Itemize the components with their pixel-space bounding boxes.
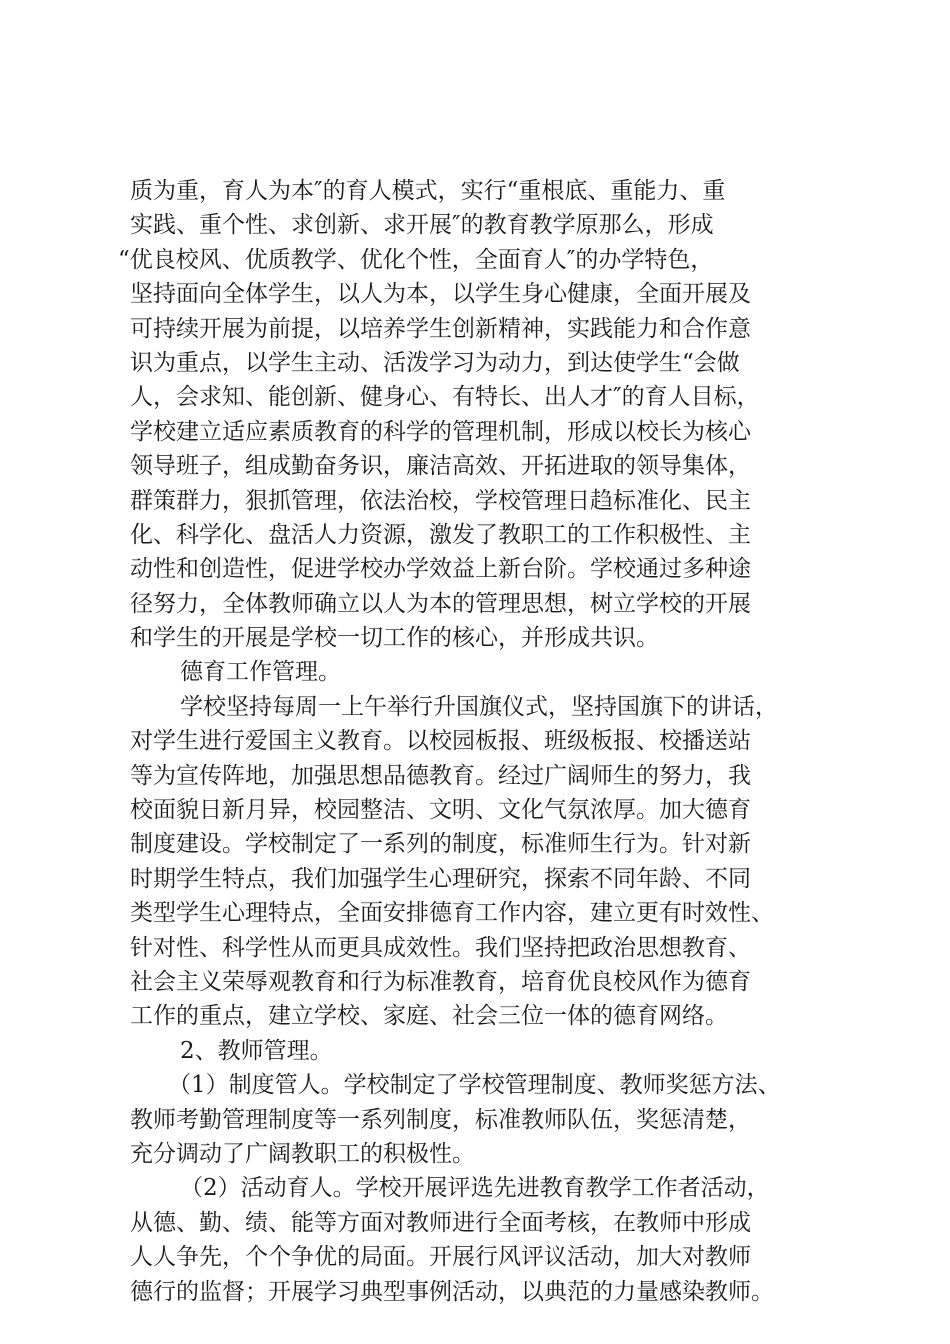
- paragraph-first-line: （2）活动育人。学校开展评选先进教育教学工作者活动，: [180, 1175, 770, 1202]
- text-line: 制度建设。学校制定了一系列的制度，标准师生行为。针对新: [130, 831, 751, 858]
- text-line: 群策群力，狠抓管理，依法治校，学校管理日趋标准化、民主: [130, 487, 751, 514]
- text-line: 人人争先，个个争优的局面。开展行风评议活动，加大对教师: [130, 1244, 751, 1271]
- text-line: 领导班子，组成勤奋务识，廉洁高效、开拓进取的领导集体，: [130, 453, 751, 480]
- document-body: [118, 174, 850, 1309]
- text-line: 教师考勤管理制度等一系列制度，标准教师队伍，奖惩清楚，: [130, 1106, 751, 1133]
- text-line: 社会主义荣辱观教育和行为标准教育，培育优良校风作为德育: [130, 968, 751, 995]
- text-line: 识为重点，以学生主动、活泼学习为动力，到达使学生“会做: [130, 349, 740, 376]
- text-line: 化、科学化、盘活人力资源，激发了教职工的工作积极性、主: [130, 521, 751, 548]
- text-line: 时期学生特点，我们加强学生心理研究，探索不同年龄、不同: [130, 865, 751, 892]
- text-line: 从德、勤、绩、能等方面对教师进行全面考核，在教师中形成: [130, 1209, 751, 1236]
- text-line: 可持续开展为前提，以培养学生创新精神，实践能力和合作意: [130, 315, 751, 342]
- text-line: 充分调动了广阔教职工的积极性。: [130, 1140, 475, 1167]
- text-line: 学校建立适应素质教育的科学的管理机制，形成以校长为核心: [130, 418, 751, 445]
- text-line: 对学生进行爱国主义教育。以校园板报、班级板报、校播送站: [130, 728, 751, 755]
- text-line: “优良校风、优质教学、优化个性，全面育人″的办学特色，: [118, 246, 714, 273]
- paragraph-first-line: 学校坚持每周一上午举行升国旗仪式，坚持国旗下的讲话，: [180, 693, 778, 720]
- text-line: 动性和创造性，促进学校办学效益上新台阶。学校通过多种途: [130, 556, 751, 583]
- text-line: 人，会求知、能创新、健身心、有特长、出人才″的育人目标，: [130, 384, 760, 411]
- text-line: 质为重，育人为本″的育人模式，实行“重根底、重能力、重: [130, 178, 726, 204]
- text-line: 针对性、科学性从而更具成效性。我们坚持把政治思想教育、: [130, 934, 751, 961]
- text-line: 等为宣传阵地，加强思想品德教育。经过广阔师生的努力，我: [130, 762, 751, 789]
- text-line: 坚持面向全体学生，以人为本，以学生身心健康，全面开展及: [130, 281, 751, 308]
- section-heading: 2、教师管理。: [180, 1037, 333, 1064]
- section-heading: 德育工作管理。: [180, 659, 341, 686]
- text-line: 径努力，全体教师确立以人为本的管理思想，树立学校的开展: [130, 590, 751, 617]
- text-line: 和学生的开展是学校一切工作的核心，并形成共识。: [130, 625, 659, 652]
- text-line: 实践、重个性、求创新、求开展″的教育教学原那么，形成: [130, 212, 714, 239]
- paragraph-first-line: （1）制度管人。学校制定了学校管理制度、教师奖惩方法、: [168, 1072, 781, 1099]
- text-line: 类型学生心理特点，全面安排德育工作内容，建立更有时效性、: [130, 900, 774, 927]
- text-line: 德行的监督；开展学习典型事例活动，以典范的力量感染教师。: [130, 1278, 774, 1305]
- text-line: 工作的重点，建立学校、家庭、社会三位一体的德育网络。: [130, 1003, 728, 1030]
- text-line: 校面貌日新月异，校园整洁、文明、文化气氛浓厚。加大德育: [130, 797, 751, 824]
